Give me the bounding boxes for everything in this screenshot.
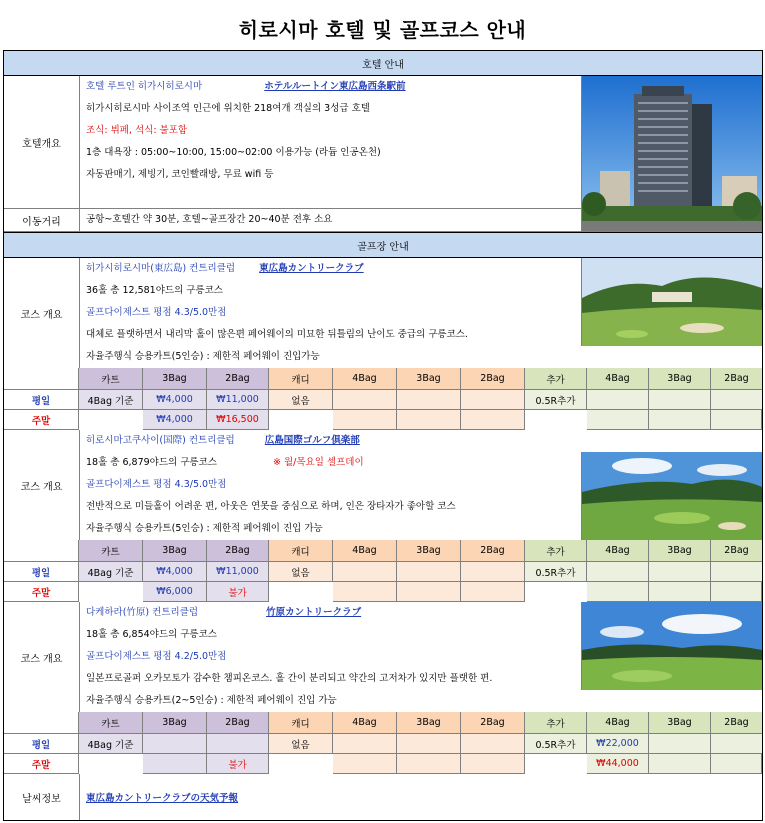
course-1-label: 코스 개요 <box>4 258 80 368</box>
hotel-building-image <box>582 76 762 231</box>
hotel-desc: 히가시히로시마 사이조역 인근에 위치한 218여개 객실의 3성급 호텔 <box>86 103 370 114</box>
course-2-name-jp-link[interactable]: 広島国際ゴルフ倶楽部 <box>264 435 360 446</box>
extra-round: 0.5R추가 <box>525 390 587 410</box>
course-2-price-table: 카트 3Bag 2Bag 캐디 4Bag 3Bag 2Bag 추가 4Bag 3Bag 2Bag 평일 4Bag 기준 ₩4,000 ₩11,000 없음 0.5R추가 주말 ₩6,000 불가 <box>4 540 762 602</box>
hotel-name-ko: 호텔 루트인 히가시히로시마 <box>86 81 203 92</box>
golf-course-1-image <box>582 258 762 346</box>
course-2-desc: 전반적으로 미들홀이 어려운 편, 아웃은 연못을 중심으로 하며, 인은 장타자가 좋아할 코스 <box>86 501 456 512</box>
course-1-name-ko: 히가시히로시마(東広島) 컨트리클럽 <box>86 263 236 274</box>
golf-course-3-image <box>582 602 762 690</box>
hotel-overview-row <box>4 76 762 209</box>
info-sheet <box>3 50 763 821</box>
course-3-holes: 18홀 총 6,854야드의 구릉코스 <box>86 629 217 640</box>
caddie-header: 캐디 <box>269 368 333 390</box>
hotel-meals: 조식: 뷔페, 석식: 불포함 <box>86 125 188 136</box>
weekend-label: 주말 <box>4 410 79 430</box>
extra-header: 추가 <box>525 368 587 390</box>
cart-header: 카트 <box>79 368 143 390</box>
course-2-name-ko: 히로시마고쿠사이(国際) 컨트리클럽 <box>86 435 235 446</box>
course-3-photo <box>581 602 762 690</box>
course-3-extra-weekend-4bag: ₩44,000 <box>587 754 649 774</box>
course-2-label: 코스 개요 <box>4 430 80 540</box>
course-3-name-ko: 다케하라(竹原) 컨트리클럽 <box>86 607 199 618</box>
weather-forecast-link[interactable]: 東広島カントリークラブの天気予報 <box>86 793 239 804</box>
course-3-desc: 일본프로골퍼 오카모토가 감수한 챔피온코스. 홀 간이 분리되고 약간의 고저차가 있지만 플랫한 편. <box>86 673 493 684</box>
hotel-transfer: 공항~호텔간 약 30분, 호텔~골프장간 20~40분 전후 소요 <box>86 214 333 225</box>
page-title: 히로시마 호텔 및 골프코스 안내 <box>238 18 527 42</box>
weather-label: 날씨정보 <box>4 774 80 820</box>
golf-course-2-image <box>582 452 762 540</box>
course-3-overview <box>4 602 762 712</box>
golf-section-header: 골프장 안내 <box>4 232 762 258</box>
cart-basis: 4Bag 기준 <box>79 390 143 410</box>
course-1-name-jp-link[interactable]: 東広島カントリークラブ <box>259 263 364 274</box>
course-3-cart-rule: 자율주행식 승용카트(2~5인승) : 제한적 페어웨이 진입 가능 <box>86 695 337 706</box>
course-1-holes: 36홀 총 12,581야드의 구릉코스 <box>86 285 223 296</box>
course-2-note: ※ 월/목요일 셀프데이 <box>273 457 364 468</box>
hotel-facilities: 자동판매기, 제빙기, 코인빨래방, 무료 wifi 등 <box>86 169 274 180</box>
hotel-photo <box>581 76 762 231</box>
hotel-bath: 1층 대욕장 : 05:00~10:00, 15:00~02:00 이용가능 (라듐 인공온천) <box>86 147 381 158</box>
course-1-rating: 골프다이제스트 평점 4.3/5.0만점 <box>86 307 227 318</box>
course-2-overview <box>4 430 762 540</box>
hotel-name-jp-link[interactable]: ホテルルートイン東広島西条駅前 <box>264 81 406 92</box>
hotel-section-header: 호텔 안내 <box>4 51 762 76</box>
caddie-none: 없음 <box>269 390 333 410</box>
course-2-cart-rule: 자율주행식 승용카트(5인승) : 제한적 페어웨이 진입 가능 <box>86 523 323 534</box>
course-3-extra-weekday-4bag: ₩22,000 <box>587 734 649 754</box>
hotel-transfer-row <box>4 209 762 232</box>
course-1-photo <box>581 258 762 346</box>
hotel-overview-label: 호텔개요 <box>4 76 80 208</box>
weekday-label: 평일 <box>4 390 79 410</box>
hotel-transfer-label: 이동거리 <box>4 209 80 231</box>
course-1-cart-rule: 자율주행식 승용카트(5인승) : 제한적 페어웨이 진입가능 <box>86 351 320 362</box>
weather-row <box>4 774 762 820</box>
course-2-rating: 골프다이제스트 평점 4.3/5.0만점 <box>86 479 227 490</box>
course-1-desc: 대체로 플랫하면서 내리막 홀이 많은편 페어웨이의 미묘한 뒤틀림의 난이도 중급의 구릉코스. <box>86 329 468 340</box>
course-2-holes: 18홀 총 6,879야드의 구릉코스 <box>86 457 217 468</box>
course-1-price-table: 카트 3Bag 2Bag 캐디 4Bag 3Bag 2Bag 추가 4Bag 3Bag 2Bag 평일 4Bag 기준 ₩4,000 ₩11,000 없음 0.5R추가 주말 ₩4,000 ₩16,500 <box>4 368 762 430</box>
course-3-price-table: 카트 3Bag 2Bag 캐디 4Bag 3Bag 2Bag 추가 4Bag 3Bag 2Bag 평일 4Bag 기준 없음 0.5R추가 ₩22,000 주말 불가 ₩44,000 <box>4 712 762 774</box>
course-1-overview <box>4 258 762 368</box>
course-2-photo <box>581 452 762 540</box>
hotel-overview-content <box>80 76 762 208</box>
course-3-name-jp-link[interactable]: 竹原カントリークラブ <box>266 607 362 618</box>
course-3-label: 코스 개요 <box>4 602 80 712</box>
course-3-rating: 골프다이제스트 평점 4.2/5.0만점 <box>86 651 227 662</box>
